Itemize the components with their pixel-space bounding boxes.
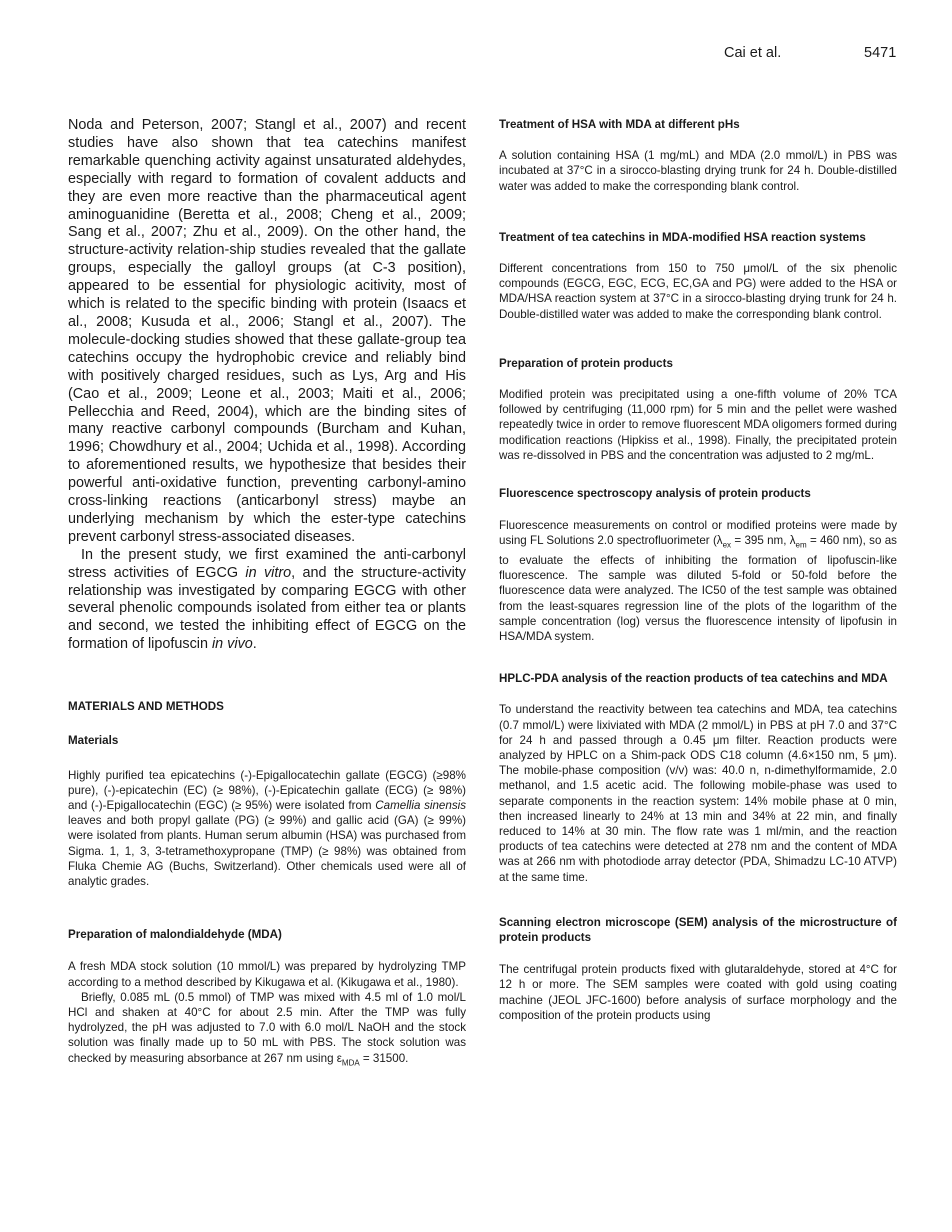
- intro-paragraph-1: Noda and Peterson, 2007; Stangl et al., 2007) and recent studies have also shown that tea catechins manifest remarkable quenching activity against unsaturated aldehydes, especially with regard to formation of covalent adducts and they are even more reactive than the pharmaceutical agent aminoguanidine (Beretta et al., 2008; Cheng et al., 2009; Sang et al., 2007; Zhu et al., 2009). On the other hand, the structure-activity relation-ship studies revealed that the gallate groups, especially the galloyl groups (at C-3 position), appeared to be essential for physiologic acitivity, most of which is related to the specific binding with protein (Isaacs et al., 2008; Kusuda et al., 2006; Stangl et al., 2007). The molecule-docking studies showed that these gallate-group tea catechins occupy the hydrophobic crevice and reliably bind with positively charged residues, such as Lys, Arg and His (Cao et al., 2009; Leone et al., 2003; Maiti et al., 2006; Pellecchia and Reed, 2004), which are the binding sites of many reactive carbonyl compounds (Burcham and Kuhan, 1996; Chowdhury et al., 2004; Uchida et al., 1998). According to aforementioned results, we hypothesize that besides their powerful anti-oxidative function, preventing carbonyl-amino cross-linking reactions (anticarbonyl stress) maybe an underlying mechanism by which the ester-type catechins prevent carbonyl stress-associated diseases.: [68, 117, 466, 545]
- running-header-author: Cai et al.: [724, 45, 782, 61]
- page-number: 5471: [864, 45, 897, 61]
- tea-catechins-paragraph: Different concentrations from 150 to 750 μmol/L of the six phenolic compounds (EGCG, EGC, ECG, EC,GA and PG) were added to the HSA or MDA/HSA reaction system at 37°C in a sirocco-blasting drying trunk for 24 h. Double-distilled water was added to make the corresponding blank control.: [499, 262, 897, 321]
- emphasis-in-vivo: in vivo: [211, 636, 253, 653]
- subsection-heading-sem: Scanning electron microscope (SEM) analysis of the microstructure of protein products: [499, 915, 897, 945]
- subsection-heading-hplc: HPLC-PDA analysis of the reaction products of tea catechins and MDA: [499, 672, 888, 686]
- subsection-heading-tea-catechins-treatment: Treatment of tea catechins in MDA-modified HSA reaction systems: [499, 230, 866, 244]
- mda-paragraph-2: Briefly, 0.085 mL (0.5 mmol) of TMP was mixed with 4.5 ml of 1.0 mol/L HCl and shaken at 40°C for about 2.5 min. After the TMP was fully hydrolyzed, the pH was adjusted to 7.0 with 6.0 mol/L NaOH and the stock solution was finally made up to 50 mL with PBS. The stock solution was checked by measuring absorbance at 267 nm using $\varepsilon_{MDA} = 31500$.: [68, 990, 466, 1067]
- emphasis-in-vitro: in vitro: [245, 564, 292, 581]
- section-heading-materials-methods: MATERIALS AND METHODS: [68, 700, 224, 714]
- fluorescence-paragraph: Fluorescence measurements on control or modified proteins were made by using FL Solutions 2.0 spectrofluorimeter ($\lambda_{ex} = 395$ nm, $\lambda_{em} = 460$ nm), so as to evaluate the effects of inhibiting the formation of lipofuscin-like fluorescence. The sample was diluted 5-fold or 50-fold before the fluorescence data were analyzed. The IC50 of the test sample was obtained from the least-squares regression line of the plots of the logarithm of the sample concentration (log) versus the fluorescence intensity of lipofusin in HSA/MDA system.: [499, 519, 897, 643]
- protein-preparation-paragraph: Modified protein was precipitated using a one-fifth volume of 20% TCA followed by centrifuging (11,000 rpm) for 5 min and the pellet were washed repeatedly twice in order to remove fluorescent MDA oligomers formed during modification reactions (Hipkiss et al., 1998). Finally, the precipitated protein was re-dissolved in PBS and the concentration was adjusted to 2 mg/mL.: [499, 388, 897, 462]
- subsection-heading-fluorescence: Fluorescence spectroscopy analysis of protein products: [499, 487, 811, 501]
- right-column: [499, 117, 897, 1023]
- subsection-heading-hsa-treatment: Treatment of HSA with MDA at different pHs: [499, 118, 740, 131]
- subscript-ex: ex: [722, 540, 732, 550]
- mda-paragraph-1: A fresh MDA stock solution (10 mmol/L) was prepared by hydrolyzing TMP according to a method described by Kikugawa et al. (Kikugawa et al., 1980).: [68, 960, 466, 989]
- subsection-heading-materials: Materials: [68, 734, 119, 748]
- subsection-heading-mda: Preparation of malondialdehyde (MDA): [68, 928, 282, 942]
- subsection-heading-protein-preparation: Preparation of protein products: [499, 356, 673, 370]
- left-column: [68, 117, 466, 1070]
- introduction-continued: [68, 117, 466, 654]
- sem-paragraph: The centrifugal protein products fixed with glutaraldehyde, stored at 4°C for 12 h or more. The SEM samples were coated with gold using coating machine (JEOL JFC-1600) before analysis of surface morphology and the composition of the protein products using: [499, 963, 897, 1022]
- hsa-treatment-paragraph: A solution containing HSA (1 mg/mL) and MDA (2.0 mmol/L) in PBS was incubated at 37°C in a sirocco-blasting drying trunk for 24 h. Double-distilled water was added to make the corresponding blank control.: [499, 149, 897, 193]
- intro-paragraph-2: In the present study, we first examined the anti-carbonyl stress activities of EGCG in vitro, and the structure-activity relationship was investigated by comparing EGCG with other several phenolic compounds isolated from either tea or plants and second, we tested the inhibiting effect of EGCG on the formation of lipofuscin in vivo.: [68, 546, 466, 653]
- species-name: Camellia sinensis: [375, 799, 466, 812]
- subscript-em: em: [795, 540, 807, 550]
- subscript-mda: MDA: [341, 1057, 360, 1067]
- materials-paragraph: Highly purified tea epicatechins (-)-Epigallocatechin gallate (EGCG) (≥98% pure), (-)-epicatechin (EC) (≥ 98%), (-)-Epicatechin gallate (ECG) (≥ 98%) and (-)-Epigallocatechin (EGC) (≥ 95%) were isolated from Camellia sinensis leaves and both propyl gallate (PG) (≥ 99%) and gallic acid (GA) (≥ 99%) were isolated from plants. Human serum albumin (HSA) was purchased from Sigma. 1, 1, 3, 3-tetramethoxypropane (TMP) (≥ 98%) was obtained from Fluka Chemie AG (Buchs, Switzerland). Other chemicals used were all of analytic grades.: [68, 768, 466, 889]
- hplc-paragraph: To understand the reactivity between tea catechins and MDA, tea catechins (0.7 mmol/L) were lixiviated with MDA (2 mmol/L) in PBS at pH 7.0 and 37°C for 24 h and passed through a 0.45 μm filter. Reaction products were analyzed by HPLC on a Shim-pack ODS C18 column (4.6×150 nm, 5 μm). The mobile-phase composition (v/v) was: 40.0 n, n-dimethylformamide, 2.0 methanol, and 1.5 acetic acid. The following mobile-phase was used to separate components in the reaction system: 14% mobile phase at 0 min, then increased linearly to 24% at 13 min and 34% at 22 min, and finally reduced to 14% at 30 min. The flow rate was 1 ml/min, and the reaction products of tea catechins were detected at 278 nm and the content of MDA was at 266 nm with photodiode array detector (PDA, Shimadzu LC-10 ATVP) at the same time.: [499, 703, 897, 884]
